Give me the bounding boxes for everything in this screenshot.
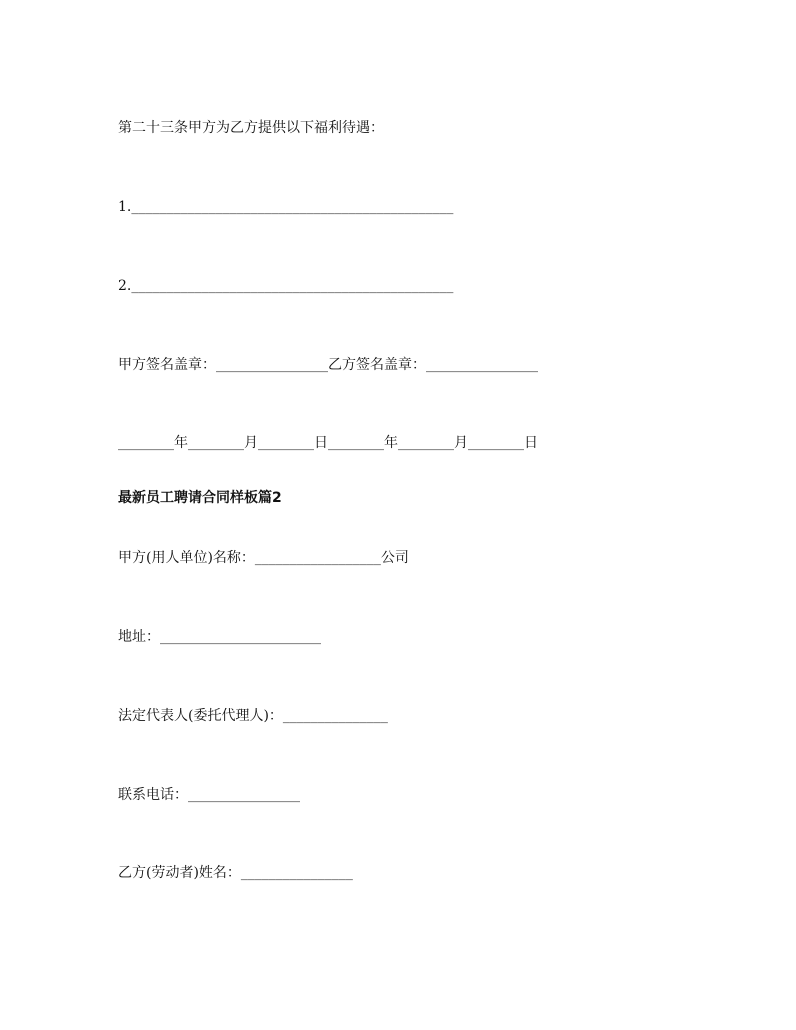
legal-representative-line: 法定代表人(委托代理人)：_______________ [118,708,388,724]
benefit-item-1: 1.______________________________________________ [118,199,454,215]
section-title: 最新员工聘请合同样板篇2 [118,490,282,506]
article-23-text: 第二十三条甲方为乙方提供以下福利待遇： [118,120,384,136]
party-a-name-line: 甲方(用人单位)名称：__________________公司 [118,550,409,566]
signature-line: 甲方签名盖章：________________乙方签名盖章：________________ [118,357,538,373]
phone-line: 联系电话：________________ [118,787,300,803]
party-b-name-line: 乙方(劳动者)姓名：________________ [118,865,353,881]
address-line: 地址：_______________________ [118,629,321,645]
date-line: ________年________月________日________年________月________日 [118,435,538,451]
benefit-item-2: 2.______________________________________________ [118,278,454,294]
